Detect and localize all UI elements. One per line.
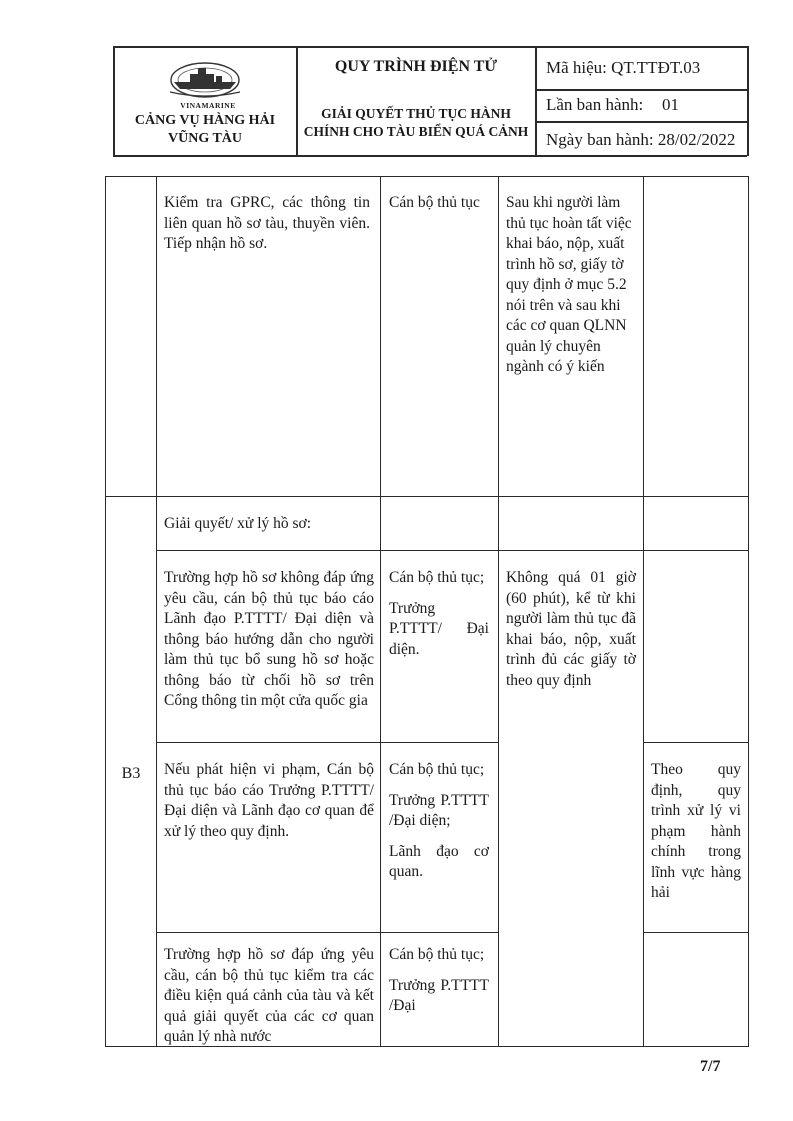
row1-responsible: Cán bộ thủ tục bbox=[389, 194, 480, 211]
vinamarine-logo bbox=[160, 58, 250, 104]
row4-responsible-1: Cán bộ thủ tục; bbox=[389, 761, 485, 778]
row1-time: Sau khi người làm thủ tục hoàn tất việc khai báo, nộp, xuất trình hồ sơ, giấy tờ quy định ở mục 5.2 nói trên và sau khi các cơ quan QLNN quản lý chuyên ngành có ý kiến bbox=[506, 194, 632, 375]
org-name-line1: CẢNG VỤ HÀNG HẢI bbox=[134, 113, 276, 128]
row3-responsible bbox=[389, 568, 489, 660]
document-title: QUY TRÌNH ĐIỆN TỬ bbox=[334, 58, 498, 75]
step-label: B3 bbox=[121, 765, 141, 782]
issue-number: 01 bbox=[662, 95, 679, 114]
row3-time: Không quá 01 giờ (60 phút), kể từ khi người làm thủ tục đã khai báo, nộp, xuất trình đủ các giấy tờ theo quy định bbox=[506, 569, 636, 689]
row5-responsible-1: Cán bộ thủ tục; bbox=[389, 946, 485, 963]
row5-responsible bbox=[389, 945, 489, 1017]
row4-responsible bbox=[389, 760, 489, 883]
document-code: Mã hiệu: QT.TTĐT.03 bbox=[546, 58, 701, 77]
row3-responsible-2: Trưởng P.TTTT/ Đại diện. bbox=[389, 599, 489, 658]
row4-responsible-3: Lãnh đạo cơ quan. bbox=[389, 842, 489, 880]
row3-responsible-1: Cán bộ thủ tục; bbox=[389, 569, 485, 586]
issue-label: Lần ban hành: bbox=[546, 95, 644, 114]
row4-content: Nếu phát hiện vi phạm, Cán bộ thủ tục báo cáo Trưởng P.TTTT/ Đại diện và Lãnh đạo cơ quan để xử lý theo quy định. bbox=[164, 761, 374, 840]
document-subtitle-line1: GIẢI QUYẾT THỦ TỤC HÀNH bbox=[321, 106, 511, 121]
row5-content: Trường hợp hồ sơ đáp ứng yêu cầu, cán bộ thủ tục kiểm tra các điều kiện quá cảnh của tàu và kết quả giải quyết của các cơ quan quản lý nhà nước bbox=[164, 946, 374, 1045]
row2-content: Giải quyết/ xử lý hồ sơ: bbox=[164, 515, 312, 532]
document-subtitle-line2: CHÍNH CHO TÀU BIỂN QUÁ CẢNH bbox=[303, 124, 529, 139]
page-number: 7/7 bbox=[700, 1058, 721, 1075]
row3-content: Trường hợp hồ sơ không đáp ứng yêu cầu, cán bộ thủ tục báo cáo Lãnh đạo P.TTTT/ Đại diện và thông báo hướng dẫn cho người làm thủ tục bổ sung hồ sơ hoặc thông báo từ chối hồ sơ trên Cổng thông tin một cửa quốc gia bbox=[164, 569, 374, 709]
row1-content: Kiểm tra GPRC, các thông tin liên quan hồ sơ tàu, thuyền viên. Tiếp nhận hồ sơ. bbox=[164, 194, 370, 252]
issue-date: Ngày ban hành: 28/02/2022 bbox=[546, 130, 736, 149]
org-name-line2: VŨNG TÀU bbox=[167, 131, 243, 146]
row4-responsible-2: Trưởng P.TTTT /Đại diện; bbox=[389, 791, 489, 829]
ship-emblem-icon bbox=[160, 58, 250, 104]
row4-note: Theo quy định, quy trình xử lý vi phạm hành chính trong lĩnh vực hàng hải bbox=[651, 761, 741, 901]
row5-responsible-2: Trưởng P.TTTT /Đại bbox=[389, 976, 489, 1014]
logo-text: VINAMARINE bbox=[180, 101, 236, 110]
